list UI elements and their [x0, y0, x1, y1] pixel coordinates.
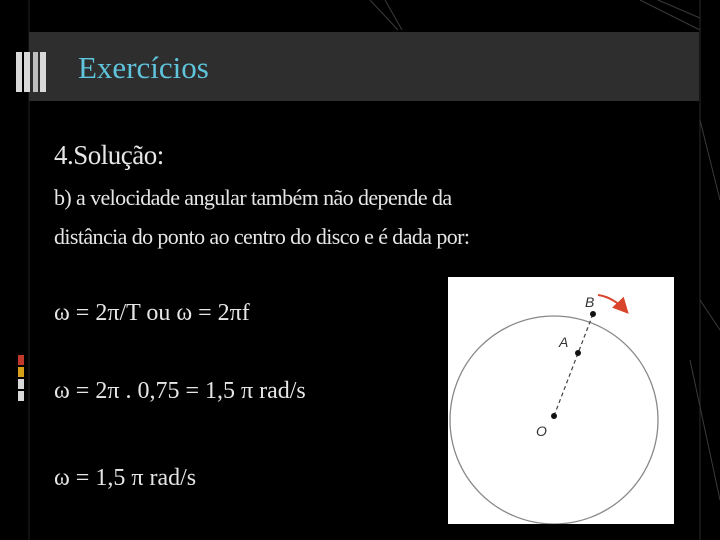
- paragraph-line-2: distância do ponto ao centro do disco e é dada por:: [54, 224, 470, 249]
- label-a: A: [559, 334, 569, 350]
- disk-figure: [448, 277, 674, 524]
- rotation-arrow-icon: [598, 295, 626, 311]
- side-decoration: [18, 355, 26, 415]
- solution-heading: 4.Solução:: [54, 140, 164, 170]
- title-decoration: [16, 52, 46, 92]
- formula-result: ω = 1,5 π rad/s: [54, 465, 197, 491]
- label-b: B: [585, 294, 595, 310]
- point-o: [551, 413, 557, 419]
- disk-diagram: [448, 277, 674, 524]
- point-a: [575, 350, 581, 356]
- formula-calculation: ω = 2π . 0,75 = 1,5 π rad/s: [54, 378, 306, 404]
- label-o: O: [536, 423, 547, 439]
- paragraph-line-1: b) a velocidade angular também não depende da: [54, 185, 452, 210]
- formula-definition: ω = 2π/T ou ω = 2πf: [54, 300, 250, 326]
- slide-title: Exercícios: [78, 50, 209, 85]
- point-b: [590, 311, 596, 317]
- radius-line: [554, 314, 593, 416]
- disk-circle: [450, 316, 658, 524]
